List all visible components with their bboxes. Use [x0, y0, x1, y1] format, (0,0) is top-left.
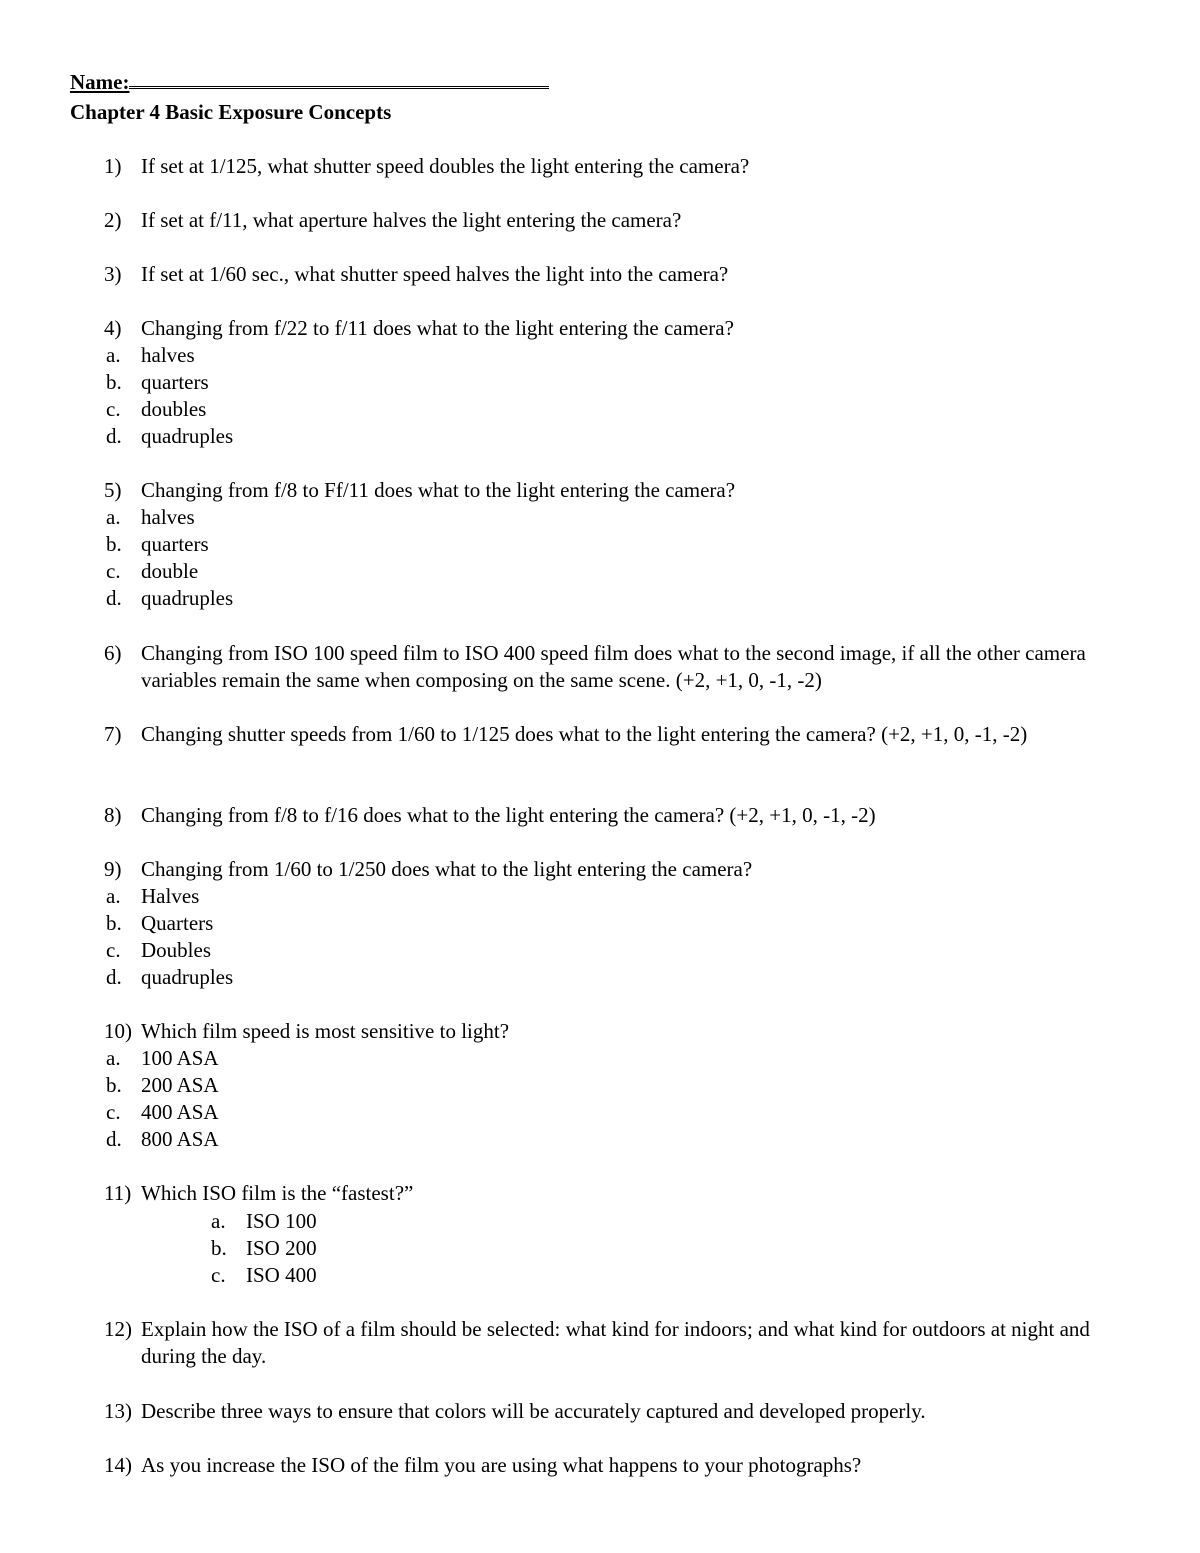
question-number: 11) [104, 1181, 132, 1205]
option-letter: d. [106, 586, 122, 610]
option-text: halves [141, 343, 195, 367]
option-text: ISO 200 [246, 1236, 317, 1260]
option-text: ISO 100 [246, 1209, 317, 1233]
question-number: 5) [104, 478, 122, 502]
option-text: quadruples [141, 586, 234, 610]
option-letter: a. [106, 884, 121, 908]
question-text: As you increase the ISO of the film you are using what happens to your photographs? [141, 1453, 862, 1477]
question-number: 3) [104, 262, 122, 286]
question-text: Changing from ISO 100 speed film to ISO 400 speed film does what to the second image, if all the other camera variables remain the same when composing on the same scene. (+2, +1, 0, -1, -2) [141, 641, 1086, 692]
name-blank-line [129, 72, 549, 89]
option-letter: c. [106, 397, 121, 421]
question-number: 10) [104, 1019, 132, 1043]
question-text: Changing shutter speeds from 1/60 to 1/125 does what to the light entering the camera? (+2, +1, 0, -1, -2) [141, 722, 1028, 746]
option-text: quadruples [141, 424, 234, 448]
question-number: 8) [104, 803, 122, 827]
option-text: quadruples [141, 965, 234, 989]
question-text: Changing from f/22 to f/11 does what to the light entering the camera? [141, 316, 734, 340]
option-letter: a. [106, 505, 121, 529]
option-text: quarters [141, 370, 209, 394]
option-letter: d. [106, 424, 122, 448]
option-text: 200 ASA [141, 1073, 219, 1097]
question-text: Describe three ways to ensure that colors will be accurately captured and developed properly. [141, 1399, 926, 1423]
option-letter: d. [106, 1127, 122, 1151]
question-number: 14) [104, 1453, 132, 1477]
option-letter: b. [106, 1073, 122, 1097]
option-letter: b. [106, 370, 122, 394]
question-number: 9) [104, 857, 122, 881]
option-letter: c. [106, 559, 121, 583]
question-text: Explain how the ISO of a film should be selected: what kind for indoors; and what kind for outdoors at night and during the day. [141, 1317, 1090, 1368]
question-text: If set at 1/125, what shutter speed doubles the light entering the camera? [141, 154, 750, 178]
name-label: Name: [70, 70, 130, 94]
option-letter: c. [106, 938, 121, 962]
question-number: 2) [104, 208, 122, 232]
question-number: 12) [104, 1317, 132, 1341]
name-field [70, 70, 549, 95]
question-text: If set at 1/60 sec., what shutter speed halves the light into the camera? [141, 262, 729, 286]
option-letter: b. [106, 911, 122, 935]
option-letter: a. [106, 1046, 121, 1070]
option-text: 400 ASA [141, 1100, 219, 1124]
option-text: ISO 400 [246, 1263, 317, 1287]
option-text: 100 ASA [141, 1046, 219, 1070]
question-text: Changing from 1/60 to 1/250 does what to the light entering the camera? [141, 857, 753, 881]
question-number: 1) [104, 154, 122, 178]
question-number: 4) [104, 316, 122, 340]
option-text: quarters [141, 532, 209, 556]
question-text: Changing from f/8 to f/16 does what to the light entering the camera? (+2, +1, 0, -1, -2) [141, 803, 876, 827]
option-letter: b. [106, 532, 122, 556]
question-text: If set at f/11, what aperture halves the light entering the camera? [141, 208, 682, 232]
option-text: doubles [141, 397, 207, 421]
option-letter: c. [211, 1263, 226, 1287]
question-number: 13) [104, 1399, 132, 1423]
option-letter: d. [106, 965, 122, 989]
question-text: Which ISO film is the “fastest?” [141, 1181, 414, 1205]
option-letter: a. [211, 1209, 226, 1233]
option-text: double [141, 559, 199, 583]
question-text: Which film speed is most sensitive to light? [141, 1019, 510, 1043]
option-text: Quarters [141, 911, 214, 935]
question-number: 7) [104, 722, 122, 746]
question-number: 6) [104, 641, 122, 665]
option-letter: a. [106, 343, 121, 367]
option-letter: c. [106, 1100, 121, 1124]
option-text: Halves [141, 884, 200, 908]
option-text: halves [141, 505, 195, 529]
option-text: Doubles [141, 938, 211, 962]
option-letter: b. [211, 1236, 227, 1260]
page-title: Chapter 4 Basic Exposure Concepts [70, 100, 392, 124]
option-text: 800 ASA [141, 1127, 219, 1151]
question-text: Changing from f/8 to Ff/11 does what to the light entering the camera? [141, 478, 736, 502]
